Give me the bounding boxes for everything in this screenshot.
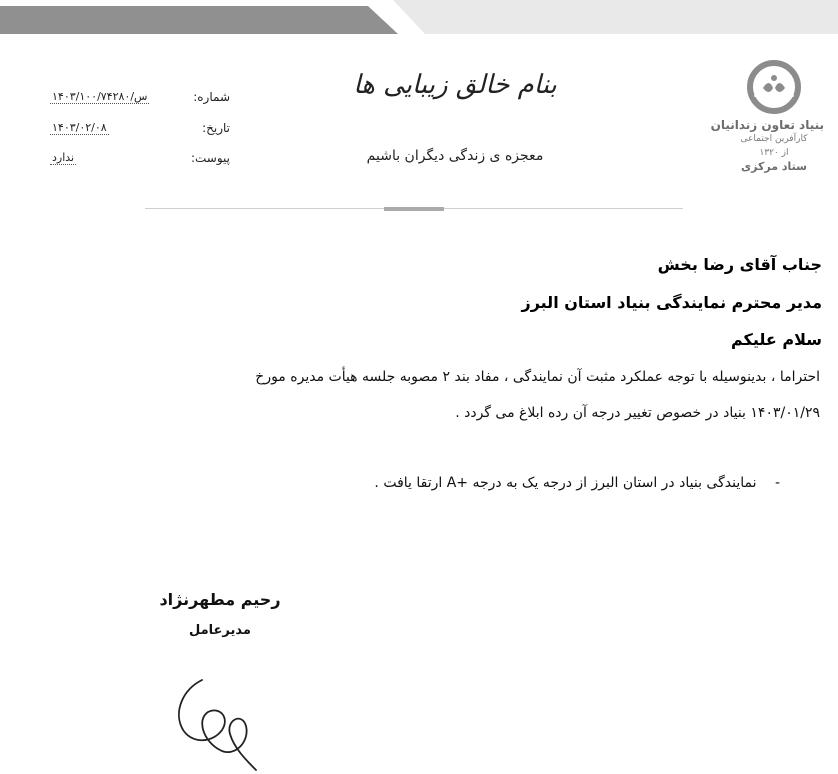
handwritten-signature-icon [160,672,270,774]
header-band [0,0,838,48]
org-since: از ۱۳۲۰ [759,148,789,158]
org-subtitle: کارآفرین اجتماعی [740,134,808,144]
logo-emblem-icon [745,58,803,116]
organization-logo [710,58,824,173]
org-hq: ستاد مرکزی [741,160,807,173]
signatory-name: رحیم مطهرنژاد [159,590,281,609]
header-divider [145,207,683,211]
header-band-dark [0,6,398,34]
bullet-marker: - [774,475,780,491]
header-band-light [393,0,838,34]
bullet-text: نمایندگی بنیاد در استان البرز از درجه یک به درجه +A ارتقا یافت . [374,475,757,491]
meta-date-row [50,121,230,135]
meta-number-row [50,90,230,104]
meta-attachment-row [50,151,230,165]
body-paragraph-line-1: احتراما ، بدینوسیله با توجه عملکرد مثبت آن نمایندگی ، مفاد بند ۲ مصوبه جلسه هیأت مدیره مورخ [255,369,820,385]
number-value: ۱۴۰۳/س/۱۰۰/۷۴۲۸۰ [52,90,148,103]
date-value: ۱۴۰۳/۰۲/۰۸ [52,121,107,134]
org-name: بنیاد تعاون زندانیان [710,118,824,132]
signatory-title: مدیرعامل [189,623,251,638]
number-label: شماره: [193,90,230,104]
bullet-item [374,475,780,491]
date-label: تاریخ: [202,121,230,135]
recipient-name: جناب آقای رضا بخش [657,255,822,274]
body-paragraph-line-2: ۱۴۰۳/۰۱/۲۹ بنیاد در خصوص تغییر درجه آن رده ابلاغ می گردد . [455,405,820,421]
recipient-title: مدیر محترم نمایندگی بنیاد استان البرز [521,293,822,312]
bismillah-heading: بنام خالق زیبایی ها [353,70,557,100]
motto-text: معجزه ی زندگی دیگران باشیم [366,148,544,164]
greeting: سلام علیکم [730,330,822,349]
attachment-label: پیوست: [190,151,230,165]
attachment-value: ندارد [52,151,75,164]
